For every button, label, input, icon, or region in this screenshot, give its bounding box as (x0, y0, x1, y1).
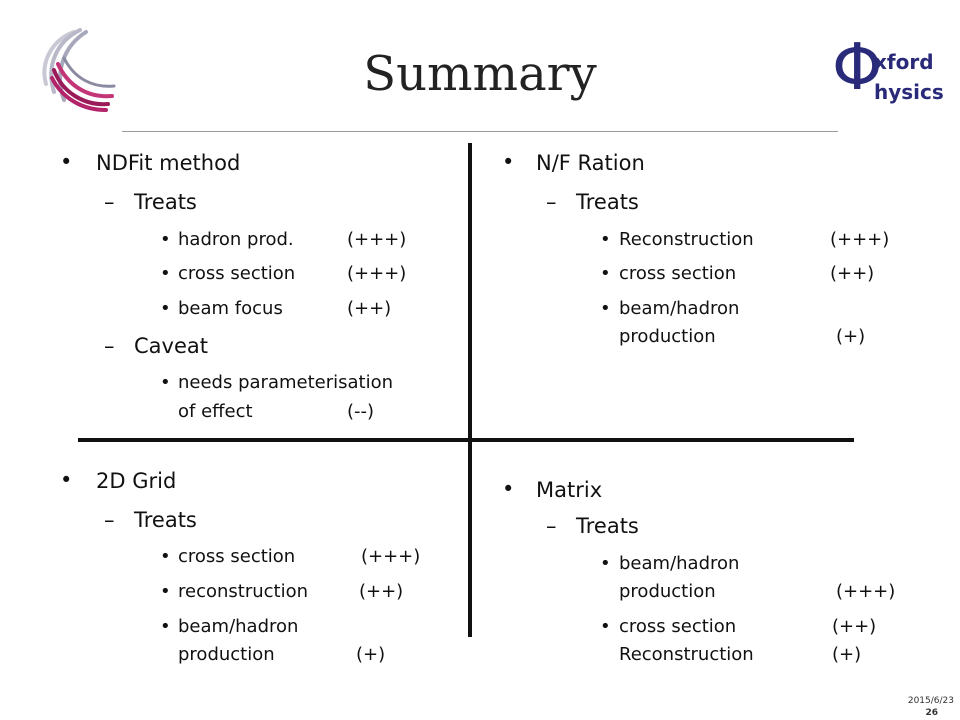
nf-item-1: Reconstruction (619, 229, 754, 250)
bullet-icon: • (160, 229, 171, 250)
bullet-icon: • (160, 263, 171, 284)
physics-word: hysics (874, 80, 944, 104)
page-number: 26 (925, 708, 938, 718)
dash-icon: – (104, 508, 115, 532)
bullet-icon: • (502, 477, 515, 501)
grid-item-3-line-1: beam/hadron (178, 616, 299, 637)
oxford-phi-letter: Φ (832, 31, 883, 105)
matrix-treats-label: Treats (576, 514, 639, 538)
matrix-item-1-line-1: beam/hadron (619, 553, 740, 574)
dash-icon: – (546, 190, 557, 214)
ndfit-item-1: hadron prod. (178, 229, 294, 250)
ndfit-rating-2: (+++) (347, 263, 407, 284)
bullet-icon: • (60, 150, 73, 174)
title-divider (122, 131, 838, 132)
nf-heading: N/F Ration (536, 151, 645, 175)
ndfit-caveat-label: Caveat (134, 334, 208, 358)
matrix-rating-1: (+++) (836, 581, 896, 602)
bullet-icon: • (160, 616, 171, 637)
dash-icon: – (104, 334, 115, 358)
nf-treats-label: Treats (576, 190, 639, 214)
bullet-icon: • (160, 581, 171, 602)
dash-icon: – (104, 190, 115, 214)
matrix-heading: Matrix (536, 478, 603, 502)
grid-rating-3: (+) (356, 644, 386, 665)
bullet-icon: • (60, 468, 73, 492)
ndfit-item-3: beam focus (178, 298, 283, 319)
ndfit-treats-label: Treats (134, 190, 197, 214)
page-title: Summary (363, 46, 597, 102)
bullet-icon: • (600, 553, 611, 574)
grid-item-2: reconstruction (178, 581, 309, 602)
nf-item-3-line-2: production (619, 326, 716, 347)
grid-item-3-line-2: production (178, 644, 275, 665)
grid-rating-2: (++) (359, 581, 404, 602)
ndfit-heading: NDFit method (96, 151, 241, 175)
ndfit-caveat-line-2: of effect (178, 401, 253, 422)
oxford-word: xford (874, 50, 934, 74)
matrix-rating-2: (++) (832, 616, 877, 637)
vertical-divider (468, 143, 472, 637)
bullet-icon: • (600, 229, 611, 250)
ndfit-item-2: cross section (178, 263, 296, 284)
bullet-icon: • (160, 546, 171, 567)
grid-treats-label: Treats (134, 508, 197, 532)
matrix-item-2-line-2: Reconstruction (619, 644, 754, 665)
ndfit-rating-1: (+++) (347, 229, 407, 250)
matrix-item-1-line-2: production (619, 581, 716, 602)
nf-rating-2: (++) (830, 263, 875, 284)
nf-rating-3: (+) (836, 326, 866, 347)
bullet-icon: • (502, 150, 515, 174)
nf-item-2: cross section (619, 263, 737, 284)
grid-heading: 2D Grid (96, 469, 177, 493)
matrix-rating-3: (+) (832, 644, 862, 665)
footer-date: 2015/6/23 (907, 696, 954, 706)
matrix-item-2-line-1: cross section (619, 616, 737, 637)
ndfit-caveat-line-1: needs parameterisation (178, 372, 393, 393)
grid-item-1: cross section (178, 546, 296, 567)
oxford-physics-logo (828, 31, 946, 112)
bullet-icon: • (600, 616, 611, 637)
nf-item-3-line-1: beam/hadron (619, 298, 740, 319)
horizontal-divider (78, 438, 854, 442)
bullet-icon: • (160, 298, 171, 319)
bullet-icon: • (600, 298, 611, 319)
bullet-icon: • (160, 372, 171, 393)
dash-icon: – (546, 514, 557, 538)
ndfit-rating-3: (++) (347, 298, 392, 319)
ndfit-caveat-rating: (--) (347, 401, 375, 422)
grid-rating-1: (+++) (361, 546, 421, 567)
bullet-icon: • (600, 263, 611, 284)
nf-rating-1: (+++) (830, 229, 890, 250)
